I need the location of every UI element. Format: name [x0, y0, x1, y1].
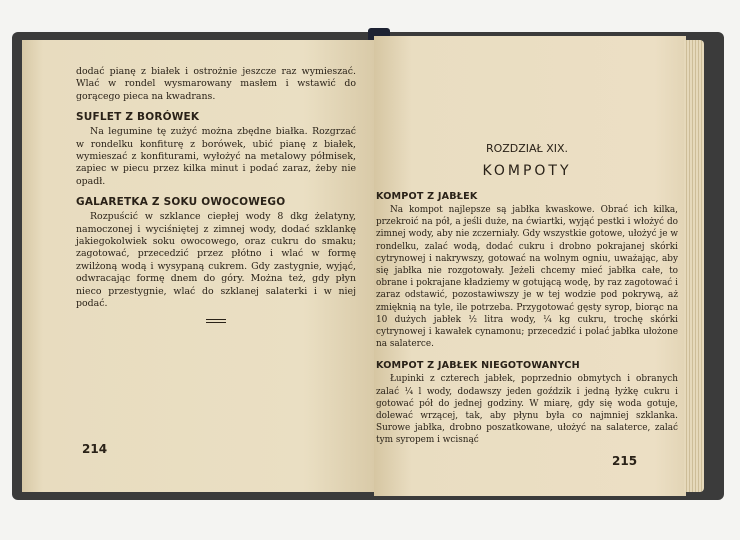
recipe-body-kompot-z-jablek: Na kompot najlepsze są jabłka kwaskowe. Obrać ich kilka, przekroić na pół, a jeśli duże, na ćwiartki, wyjąć pestki i włożyć do zimnej wody, aby nie zczerniały. Gdy wszystkie gotowe, ułożyć je w rondelku, zalać wodą, dodać cukru i drobno pokrajanej skórki cytrynowej i nakrywszy, gotować na wolnym ogniu, uważając, aby się jabłka nie rozgotowały. Jeżeli chcemy mieć jabłka całe, to obrane i pokrajane kładziemy w gotującą wodę, by raz zagotować i zaraz odstawić, pozostawiwszy je w tej wodzie pod pokrywą, aż zmięknią na tyle, ile potrzeba. Przygotować gęsty syrop, biorąc na 10 dużych jabłek ½ litra wody, ¼ kg cukru, trochę skórki cytrynowej i kawałek cynamonu; przecedzić i polać jabłka ułożone na salaterce. — [376, 205, 678, 350]
right-page — [374, 36, 686, 496]
chapter-heading: ROZDZIAŁ XIX. — [485, 142, 569, 155]
page-block-edge — [684, 40, 704, 492]
recipe-title-suflet: SUFLET Z BORÓWEK — [76, 111, 200, 124]
recipe-body-galaretka: Rozpuścić w szklance ciepłej wody 8 dkg żelatyny, namoczonej i wyciśniętej z zimnej wody, dodać szklankę jakiegokolwiek soku owocowego, oraz cukru do smaku; zagotować, przecedzić przez płótno i wlać w formę zwilżoną wodą i wysypaną cukrem. Gdy zastygnie, wyjąć, odwracając formę dnem do góry. Można też, gdy płyn nieco przestygnie, wlać do szklanej salaterki i w niej podać. — [76, 211, 356, 310]
page-number-left: 214 — [82, 442, 108, 456]
recipe-title-kompot-z-jablek: KOMPOT Z JABŁEK — [376, 191, 478, 202]
recipe-title-galaretka: GALARETKA Z SOKU OWOCOWEGO — [76, 196, 286, 209]
recipe-title-kompot-niegotowany: KOMPOT Z JABŁEK NIEGOTOWANYCH — [376, 360, 580, 372]
page-number-right: 215 — [612, 454, 638, 468]
chapter-title: KOMPOTY — [482, 163, 572, 179]
left-page — [22, 40, 374, 492]
recipe-body-suflet: Na legumine tę zużyć można zbędne białka. Rozgrzać w rondelku konfiturę z borówek, ubić pianę z białek, wymieszać z konfiturami, wyłożyć na metalowy półmisek, zapiec w piecu przez kilka minut i podać zaraz, żeby nie opadł. — [76, 126, 356, 187]
section-divider-ornament — [206, 319, 226, 323]
recipe-body-kompot-niegotowany: Łupinki z czterech jabłek, poprzednio obmytych i obranych zalać ¼ l wody, dodawszy jeden goździk i jedną łyżkę cukru i gotować pół do jednej godziny. W miarę, gdy się woda gotuje, dolewać wrzącej, tak, aby płynu była co najmniej szklanka. Surowe jabłka, drobno poszatkowane, ułożyć na salaterce, zalać tym syropem i wcisnąć — [376, 374, 678, 446]
left-intro-text: dodać pianę z białek i ostrożnie jeszcze raz wymieszać. Wlać w rondel wysmarowany masłem i wstawić do gorącego pieca na kwadrans. — [76, 66, 356, 102]
